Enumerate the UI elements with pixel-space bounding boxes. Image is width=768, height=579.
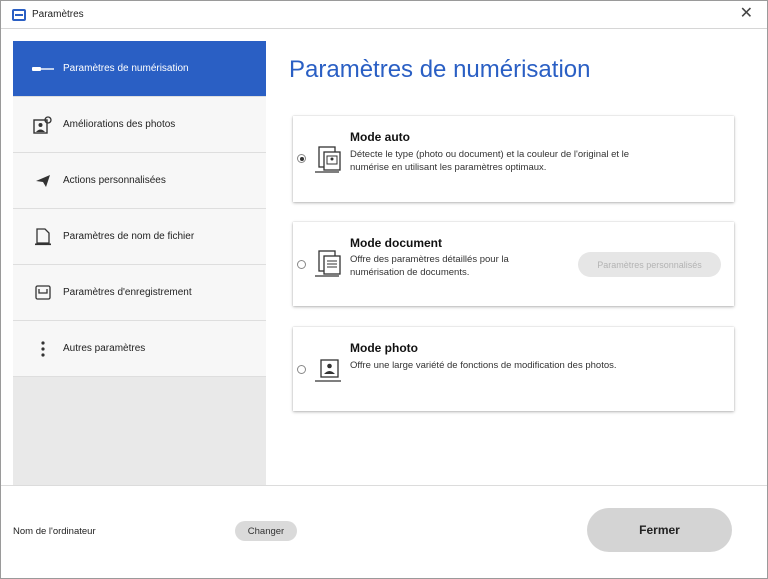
sidebar (13, 41, 266, 485)
close-button[interactable]: Fermer (587, 508, 732, 552)
sidebar-item-label: Actions personnalisées (63, 175, 166, 186)
change-computer-button[interactable]: Changer (235, 521, 297, 541)
sidebar-item-label: Paramètres de nom de fichier (63, 231, 195, 242)
app-icon (12, 9, 26, 21)
mode-photo-description-line1: Offre une large variété de fonctions de modification des photos. (350, 360, 617, 371)
mode-card-document[interactable] (293, 222, 734, 306)
file-name-icon (25, 228, 61, 246)
sidebar-item-save-settings[interactable] (13, 265, 266, 321)
computer-name-label: Nom de l'ordinateur (13, 526, 96, 537)
sidebar-item-other-settings[interactable] (13, 321, 266, 377)
sidebar-item-scan-settings[interactable] (13, 41, 266, 97)
sidebar-item-custom-actions[interactable] (13, 153, 266, 209)
close-icon[interactable]: ✕ (739, 5, 753, 22)
sidebar-item-label: Améliorations des photos (63, 119, 176, 130)
mode-auto-radio[interactable] (297, 154, 306, 163)
document-mode-icon (315, 248, 345, 278)
sidebar-item-label: Paramètres de numérisation (63, 63, 189, 74)
mode-document-radio[interactable] (297, 260, 306, 269)
save-settings-icon (25, 285, 61, 300)
more-vertical-icon (25, 341, 61, 357)
mode-document-description-line2: numérisation de documents. (350, 267, 470, 278)
page-title: Paramètres de numérisation (289, 56, 591, 83)
footer-divider (1, 485, 767, 486)
mode-auto-description-line1: Détecte le type (photo ou document) et la couleur de l'original et le (350, 149, 630, 160)
photo-mode-icon (315, 355, 345, 385)
mode-photo-title: Mode photo (350, 341, 418, 355)
mode-auto-title: Mode auto (350, 130, 410, 144)
auto-mode-icon (315, 144, 345, 174)
mode-document-description-line1: Offre des paramètres détaillés pour la (350, 254, 509, 265)
mode-card-auto[interactable] (293, 116, 734, 202)
sidebar-item-file-name-settings[interactable] (13, 209, 266, 265)
paper-plane-icon (25, 174, 61, 188)
window-title: Paramètres (32, 9, 84, 20)
mode-card-photo[interactable] (293, 327, 734, 411)
mode-document-title: Mode document (350, 236, 442, 250)
photo-enhance-icon (25, 116, 61, 134)
custom-settings-button[interactable]: Paramètres personnalisés (578, 252, 721, 277)
title-bar (1, 1, 767, 29)
mode-photo-radio[interactable] (297, 365, 306, 374)
sidebar-item-label: Autres paramètres (63, 343, 146, 354)
sidebar-item-label: Paramètres d'enregistrement (63, 287, 192, 298)
mode-auto-description-line2: numérise en utilisant les paramètres optimaux. (350, 162, 547, 173)
scan-settings-icon (25, 64, 61, 74)
sidebar-item-photo-enhancements[interactable] (13, 97, 266, 153)
